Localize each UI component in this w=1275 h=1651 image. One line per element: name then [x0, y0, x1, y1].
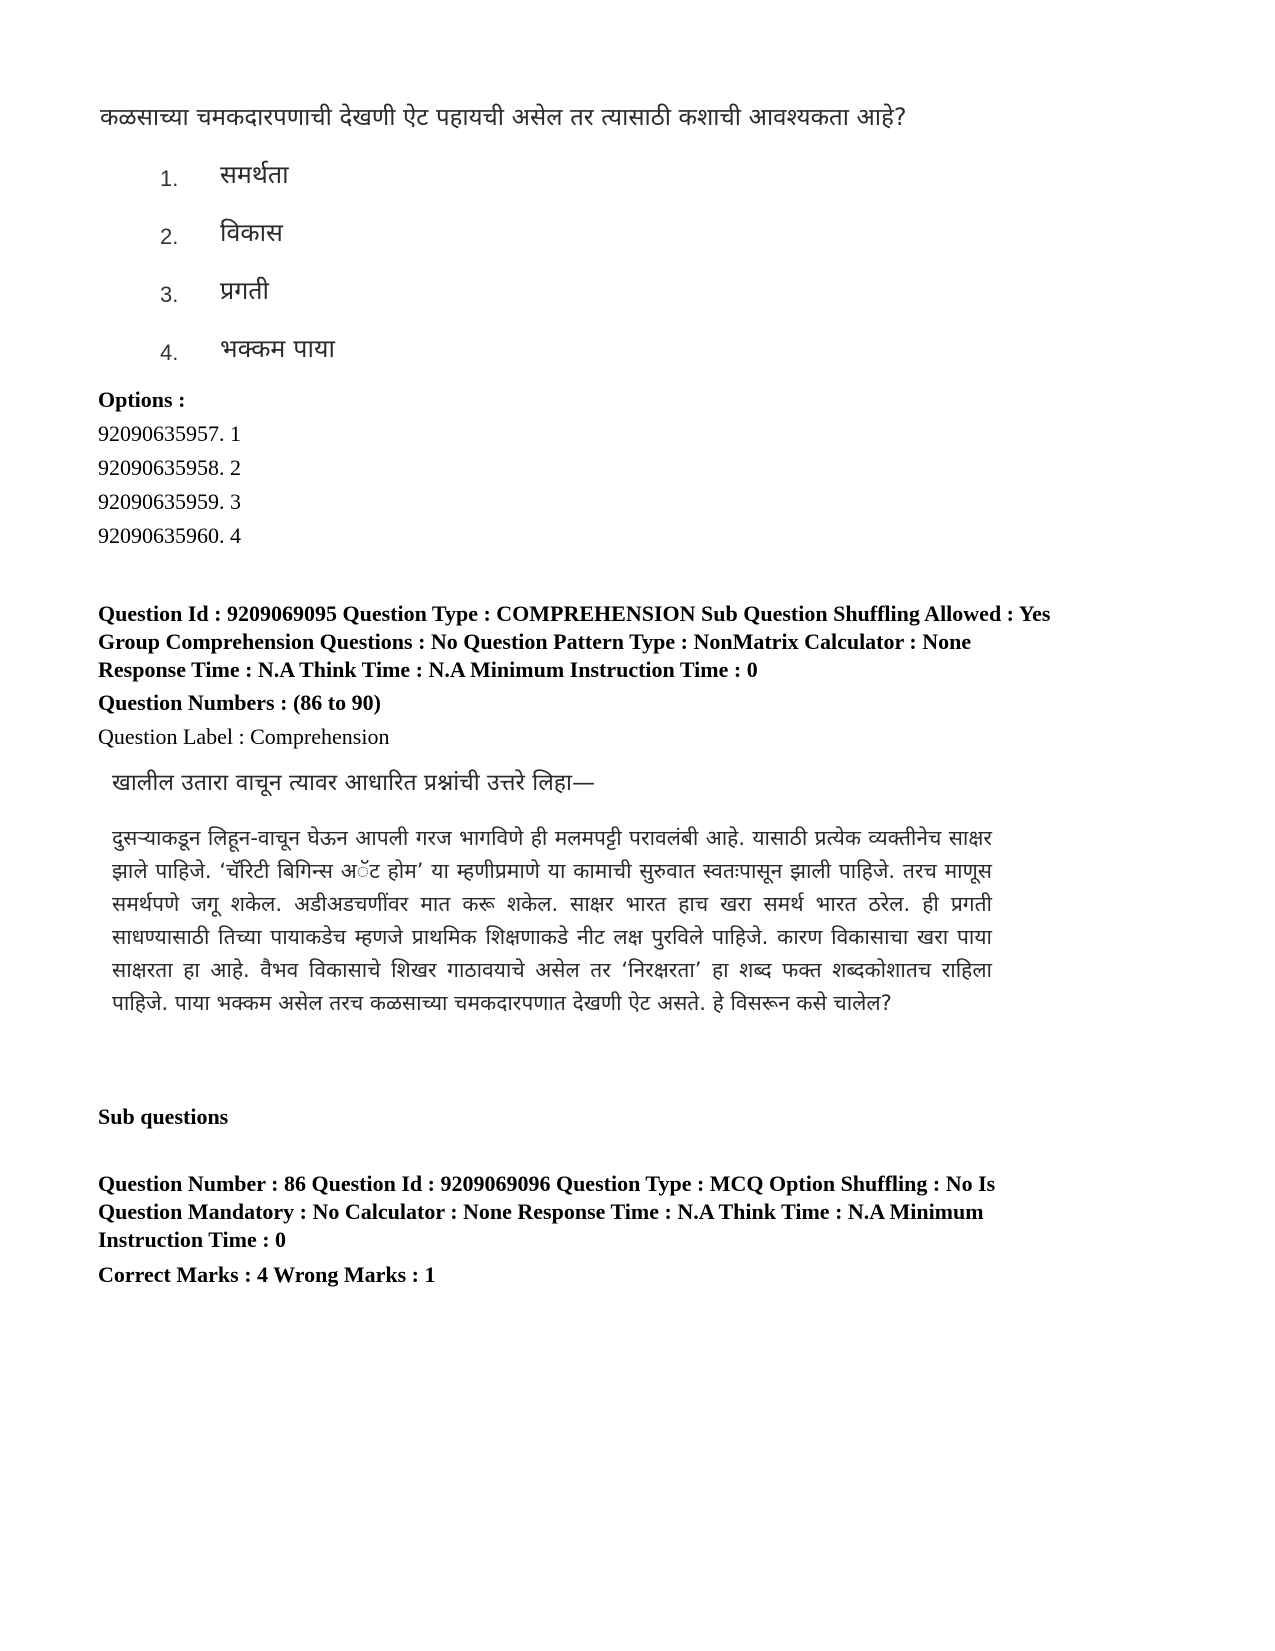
sub-question-meta: [98, 1170, 1218, 1254]
option-item: 92090635960. 4: [98, 523, 241, 548]
meta-line: Response Time : N.A Think Time : N.A Minimum Instruction Time : 0: [98, 657, 758, 682]
choice-text: प्रगती: [220, 276, 270, 305]
meta-line: Question Id : 9209069095 Question Type : COMPREHENSION Sub Question Shuffling Allowed : Yes: [98, 601, 1051, 626]
question-stem: कळसाच्या चमकदारपणाची देखणी ऐट पहायची असेल तर त्यासाठी कशाची आवश्यकता आहे?: [100, 103, 907, 131]
question-choice: [160, 332, 335, 390]
question-numbers: Question Numbers : (86 to 90): [98, 690, 381, 715]
choice-number: 3.: [160, 282, 179, 307]
sub-questions-heading: Sub questions: [98, 1104, 229, 1129]
meta-line: Instruction Time : 0: [98, 1227, 287, 1252]
choice-text: भक्कम पाया: [220, 334, 335, 363]
choice-number: 1.: [160, 166, 179, 191]
passage-text: दुसऱ्याकडून लिहून-वाचून घेऊन आपली गरज भागविणे ही मलमपट्टी परावलंबी आहे. यासाठी प्रत्येक व्यक्तीनेच साक्षर झाले पाहिजे. ‘चॅरिटी बिगिन्स अॅट होम’ या म्हणीप्रमाणे या कामाची सुरुवात स्वतःपासून झाली पाहिजे. तरच माणूस समर्थपणे जगू शकेल. अडीअडचणींवर मात करू शकेल. साक्षर भारत हाच खरा समर्थ भारत ठरेल. ही प्रगती साधण्यासाठी तिच्या पायाकडेच म्हणजे प्राथमिक शिक्षणाकडे नीट लक्ष पुरविले पाहिजे. कारण विकासाचा खरा पाया साक्षरता हा आहे. वैभव विकासाचे शिखर गाठावयाचे असेल तर ‘निरक्षरता’ हा शब्द फक्त शब्दकोशातच राहिला पाहिजे. पाया भक्कम असेल तरच कळसाच्या चमकदारपणात देखणी ऐट असते. हे विसरून कसे चालेल?: [112, 826, 992, 1015]
option-item: 92090635958. 2: [98, 455, 241, 480]
choice-number: 2.: [160, 224, 179, 249]
meta-line: Question Mandatory : No Calculator : None Response Time : N.A Think Time : N.A Minimum: [98, 1199, 984, 1224]
choice-number: 4.: [160, 340, 179, 365]
meta-line: Group Comprehension Questions : No Question Pattern Type : NonMatrix Calculator : None: [98, 629, 972, 654]
question-choice: [160, 216, 335, 274]
question-choice: [160, 274, 335, 332]
comprehension-meta: [98, 600, 1218, 684]
options-heading: Options :: [98, 387, 186, 412]
marks-info: Correct Marks : 4 Wrong Marks : 1: [98, 1262, 436, 1287]
option-item: 92090635957. 1: [98, 421, 241, 446]
choice-text: विकास: [220, 218, 283, 247]
option-item: 92090635959. 3: [98, 489, 241, 514]
question-label: Question Label : Comprehension: [98, 724, 390, 749]
question-choice: [160, 158, 335, 216]
choice-text: समर्थता: [220, 160, 289, 189]
meta-line: Question Number : 86 Question Id : 9209069096 Question Type : MCQ Option Shuffling : No Is: [98, 1171, 996, 1196]
question-choices-list: [160, 158, 335, 390]
options-section: [98, 383, 241, 553]
passage-heading: खालील उतारा वाचून त्यावर आधारित प्रश्नांची उत्तरे लिहा—: [112, 770, 595, 796]
